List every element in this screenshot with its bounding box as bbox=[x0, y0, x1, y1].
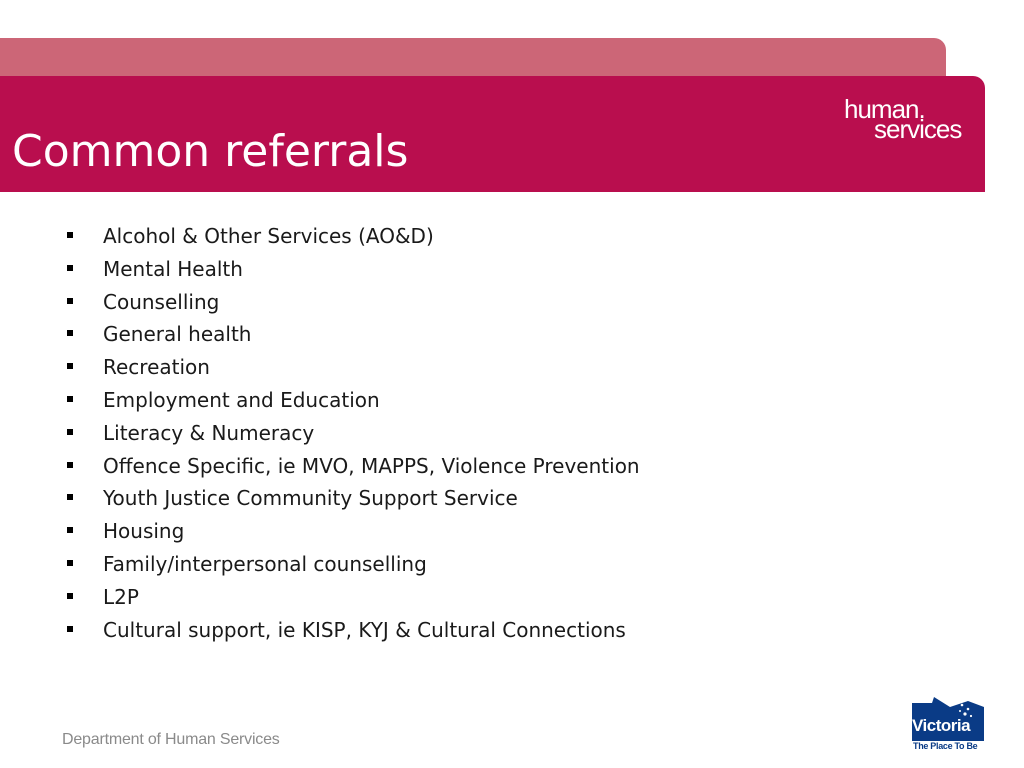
slide-title: Common referrals bbox=[12, 126, 409, 177]
list-item-text: Offence Specific, ie MVO, MAPPS, Violence Prevention bbox=[103, 453, 640, 478]
list-item-text: Counselling bbox=[103, 289, 220, 314]
list-item-text: Recreation bbox=[103, 355, 210, 380]
square-bullet-icon bbox=[67, 232, 73, 238]
list-item-text: Mental Health bbox=[103, 256, 243, 281]
square-bullet-icon bbox=[67, 363, 73, 369]
list-item-text: Family/interpersonal counselling bbox=[103, 551, 427, 576]
logo-line-services: services bbox=[874, 114, 962, 144]
footer-department: Department of Human Services bbox=[62, 731, 280, 748]
list-item-text: Literacy & Numeracy bbox=[103, 420, 315, 445]
list-item-text: Alcohol & Other Services (AO&D) bbox=[103, 224, 434, 248]
list-item-text: Cultural support, ie KISP, KYJ & Cultural Connections bbox=[103, 617, 626, 642]
square-bullet-icon bbox=[67, 527, 73, 533]
list-item-text: General health bbox=[103, 322, 252, 347]
human-services-logo bbox=[844, 96, 970, 144]
square-bullet-icon bbox=[67, 396, 73, 402]
square-bullet-icon bbox=[67, 593, 73, 599]
square-bullet-icon bbox=[67, 462, 73, 468]
square-bullet-icon bbox=[67, 494, 73, 500]
list-item-text: Housing bbox=[103, 519, 185, 544]
square-bullet-icon bbox=[67, 429, 73, 435]
victoria-wordmark: Victoria bbox=[912, 716, 971, 735]
square-bullet-icon bbox=[67, 330, 73, 336]
list-item-text: Youth Justice Community Support Service bbox=[103, 486, 518, 511]
square-bullet-icon bbox=[67, 560, 73, 566]
square-bullet-icon bbox=[67, 265, 73, 271]
list-item-text: Employment and Education bbox=[103, 387, 380, 412]
victoria-tagline: The Place To Be bbox=[913, 741, 978, 751]
square-bullet-icon bbox=[67, 626, 73, 632]
square-bullet-icon bbox=[67, 298, 73, 304]
logo-line-human: human. bbox=[844, 94, 925, 124]
list-item-text: L2P bbox=[103, 584, 139, 609]
